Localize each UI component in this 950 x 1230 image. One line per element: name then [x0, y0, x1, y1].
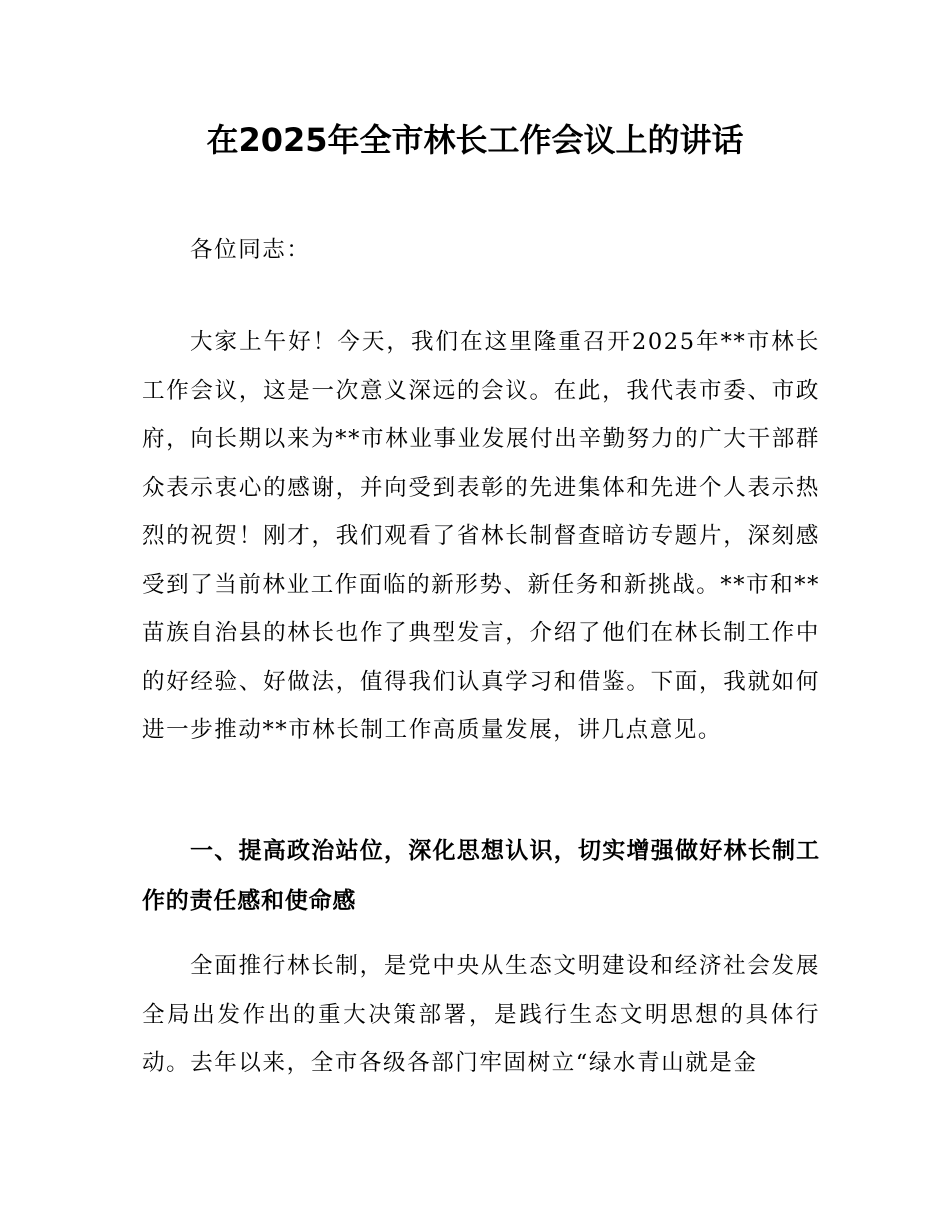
section-heading-1: 一、提高政治站位，深化思想认识，切实增强做好林长制工作的责任感和使命感 — [142, 838, 820, 914]
salutation-paragraph: 各位同志： — [190, 237, 311, 263]
section-1-paragraph: 全面推行林长制，是党中央从生态文明建设和经济社会发展全局出发作出的重大决策部署，是践行生态文明思想的具体行动。去年以来，全市各级各部门牢固树立“绿水青山就是金 — [142, 953, 820, 1076]
document-title: 在2025年全市林长工作会议上的讲话 — [206, 121, 744, 159]
intro-paragraph: 大家上午好！今天，我们在这里隆重召开2025年**市林长工作会议，这是一次意义深远的会议。在此，我代表市委、市政府，向长期以来为**市林业事业发展付出辛勤努力的广大干部群众表示衷心的感谢，并向受到表彰的先进集体和先进个人表示热烈的祝贺！刚才，我们观看了省林长制督查暗访专题片，深刻感受到了当前林业工作面临的新形势、新任务和新挑战。**市和**苗族自治县的林长也作了典型发言，介绍了他们在林长制工作中的好经验、好做法，值得我们认真学习和借鉴。下面，我就如何进一步推动**市林长制工作高质量发展，讲几点意见。 — [142, 329, 821, 743]
